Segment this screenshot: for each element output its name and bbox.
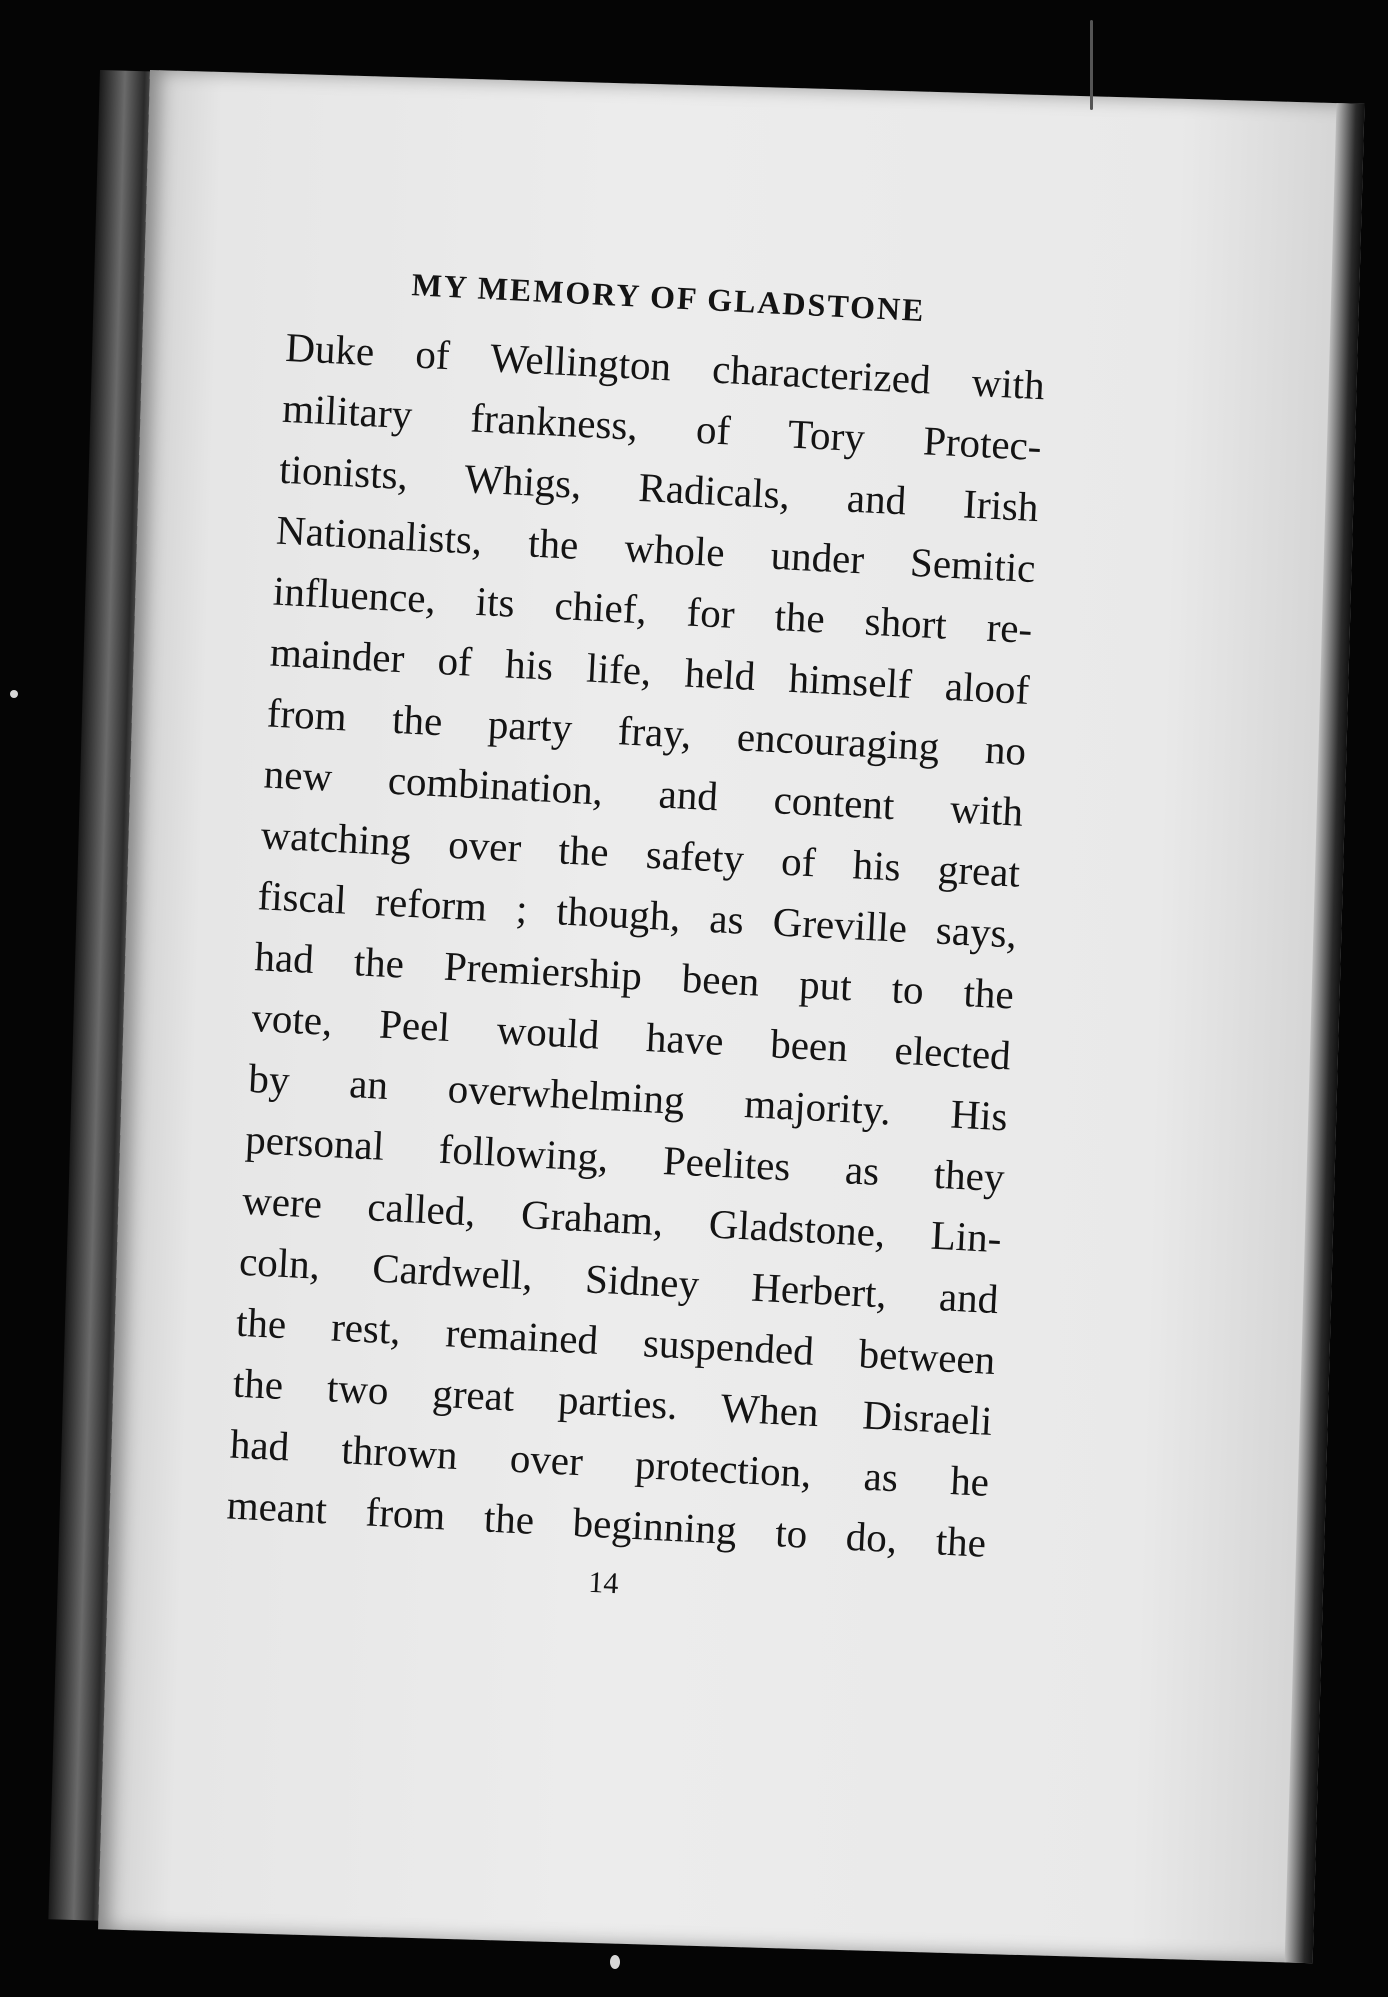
text-line: military frankness, of Tory Protec- [281, 384, 1043, 470]
text-line: Nationalists, the whole under Semitic [275, 506, 1037, 592]
text-line: coln, Cardwell, Sidney Herbert, and [238, 1237, 1000, 1323]
text-line: fiscal reform ; though, as Greville says, [256, 872, 1019, 957]
text-line: influence, its chief, for the short re- [272, 567, 1034, 652]
text-line: tionists, Whigs, Radicals, and Irish [278, 445, 1040, 531]
text-line: from the party fray, encouraging no [265, 689, 1028, 774]
text-line: the rest, remained suspended between [235, 1298, 997, 1384]
text-line: watching over the safety of his great [259, 811, 1022, 896]
text-line: mainder of his life, held himself aloof [269, 628, 1031, 713]
text-line: vote, Peel would have been elected [250, 994, 1012, 1079]
running-head: MY MEMORY OF GLADSTONE [410, 266, 927, 329]
page-number: 14 [587, 1565, 620, 1601]
text-line: had the Premiership been put to the [253, 933, 1015, 1018]
dust-speck [1090, 20, 1093, 110]
text-line: new combination, and content with [262, 750, 1025, 835]
body-text [225, 317, 1046, 1574]
text-line: were called, Graham, Gladstone, Lin- [241, 1176, 1003, 1262]
text-line: by an overwhelming majority. His [247, 1054, 1009, 1140]
text-line: the two great parties. When Disraeli [231, 1359, 994, 1444]
dust-speck [10, 690, 18, 698]
page-edge-shadow [1285, 103, 1365, 1963]
text-line: Duke of Wellington characterized with [284, 323, 1046, 409]
text-line: had thrown over protection, as he [228, 1420, 991, 1505]
text-line: meant from the beginning to do, the [225, 1481, 988, 1566]
text-line: personal following, Peelites as they [244, 1115, 1006, 1201]
dust-speck [610, 1955, 620, 1969]
page-text-block [223, 260, 1049, 1620]
